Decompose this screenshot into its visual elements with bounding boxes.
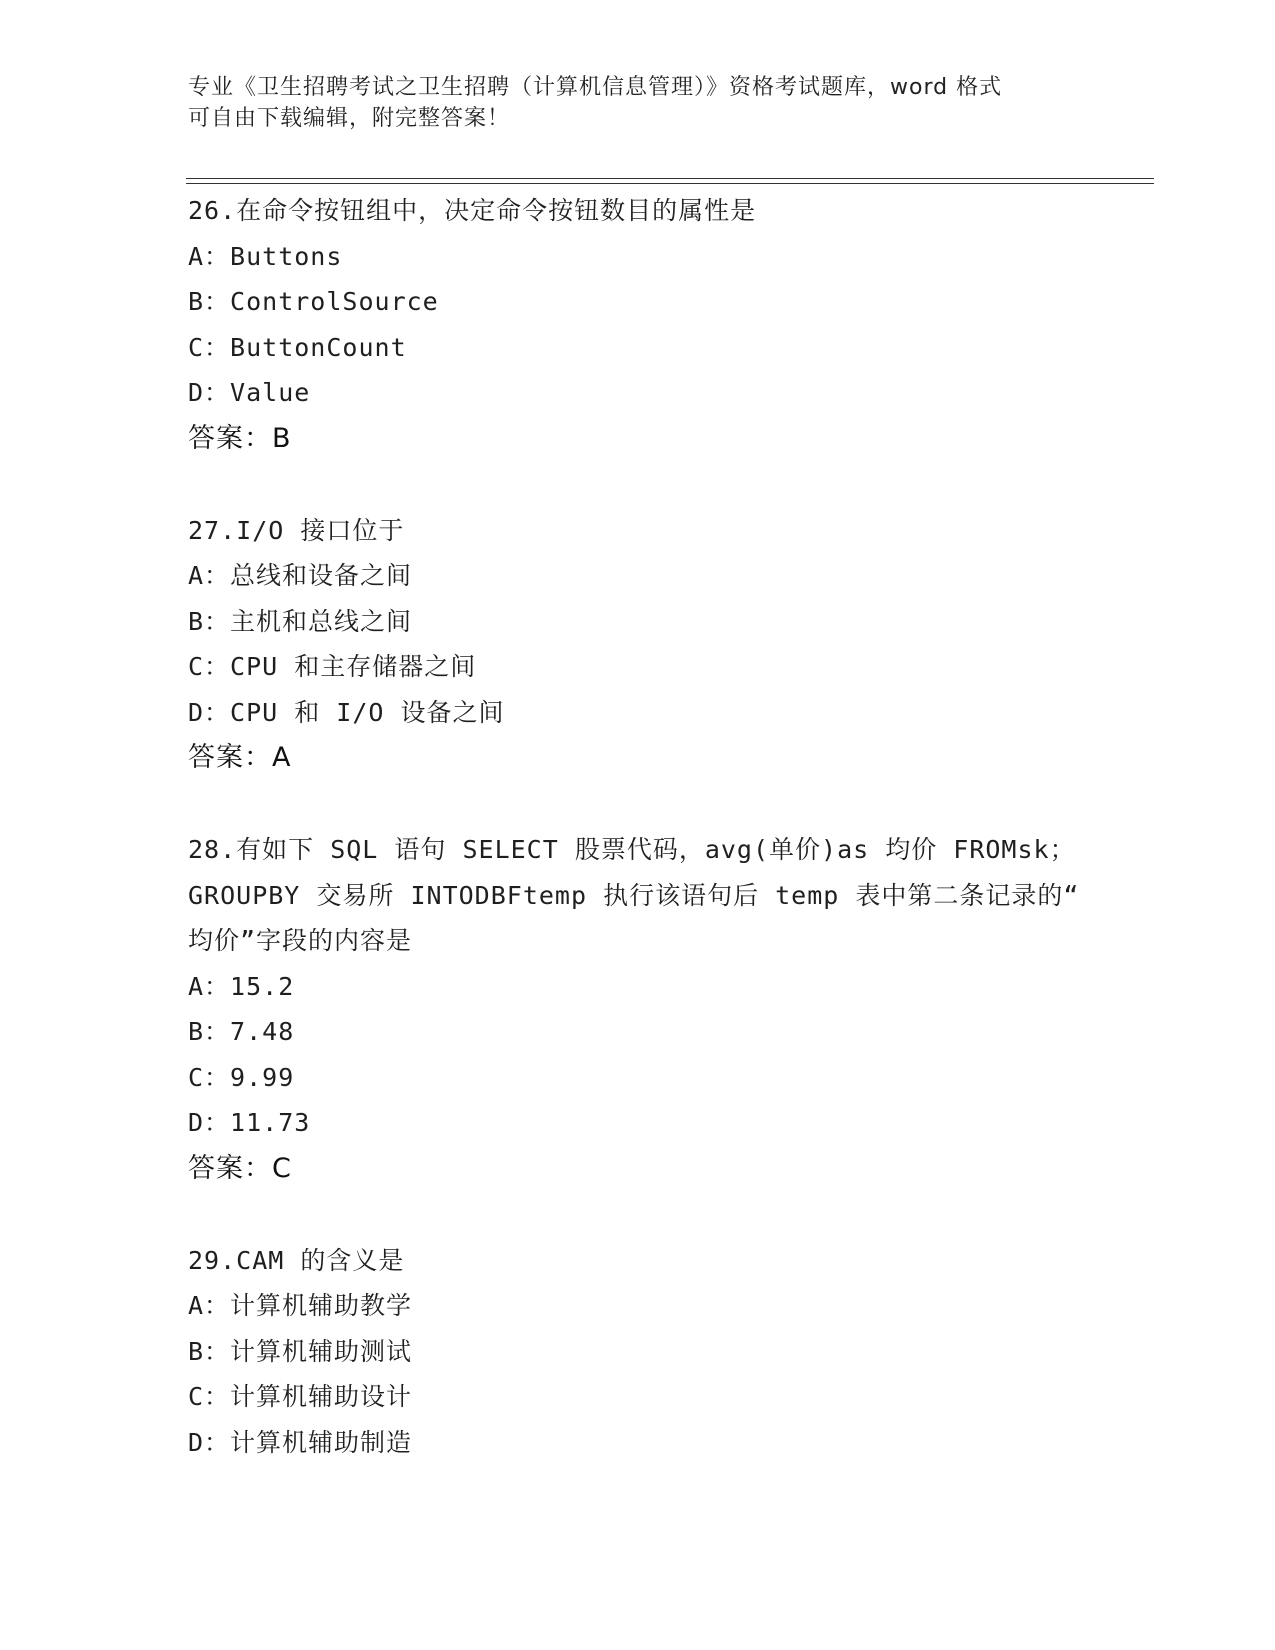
question-stem: 29.CAM 的含义是	[188, 1245, 405, 1275]
option-b: B：计算机辅助测试	[188, 1336, 413, 1366]
answer-label: 答案：A	[188, 742, 292, 773]
option-c: C：CPU 和主存储器之间	[188, 652, 477, 681]
question-list	[188, 188, 1108, 1511]
option-a: A：15.2	[188, 971, 295, 1001]
option-c: C：9.99	[188, 1062, 295, 1092]
header-divider-bottom	[186, 183, 1154, 184]
option-d: D：计算机辅助制造	[188, 1427, 413, 1457]
option-b: B：主机和总线之间	[188, 606, 413, 636]
option-d: D：Value	[188, 378, 311, 407]
question-28	[188, 827, 1108, 1192]
question-27	[188, 508, 1108, 782]
header-line-2: 可自由下载编辑，附完整答案！	[188, 106, 511, 131]
option-c: C：ButtonCount	[188, 332, 407, 362]
option-a: A：Buttons	[188, 241, 343, 271]
option-d: D：11.73	[188, 1108, 311, 1137]
question-stem-line-2: GROUPBY 交易所 INTODBFtemp 执行该语句后 temp 表中第二条记录的“	[188, 880, 1080, 910]
option-b: B：7.48	[188, 1017, 295, 1046]
document-header	[188, 72, 1088, 134]
question-stem-line-3: 均价”字段的内容是	[188, 926, 413, 955]
option-b: B：ControlSource	[188, 287, 439, 316]
option-d: D：CPU 和 I/O 设备之间	[188, 697, 505, 727]
question-stem: 26.在命令按钮组中，决定命令按钮数目的属性是	[188, 196, 757, 225]
question-29	[188, 1238, 1108, 1466]
option-c: C：计算机辅助设计	[188, 1382, 413, 1411]
question-26	[188, 188, 1108, 462]
option-a: A：计算机辅助教学	[188, 1291, 413, 1320]
header-line-1: 专业《卫生招聘考试之卫生招聘（计算机信息管理）》资格考试题库，word 格式	[188, 75, 1003, 100]
header-divider-top	[186, 178, 1154, 179]
answer-label: 答案：B	[188, 422, 292, 454]
question-stem-line-1: 28.有如下 SQL 语句 SELECT 股票代码，avg(单价)as 均价 FROMsk；	[188, 835, 1076, 864]
answer-label: 答案：C	[188, 1152, 292, 1184]
question-stem: 27.I/O 接口位于	[188, 515, 405, 545]
option-a: A：总线和设备之间	[188, 561, 413, 590]
